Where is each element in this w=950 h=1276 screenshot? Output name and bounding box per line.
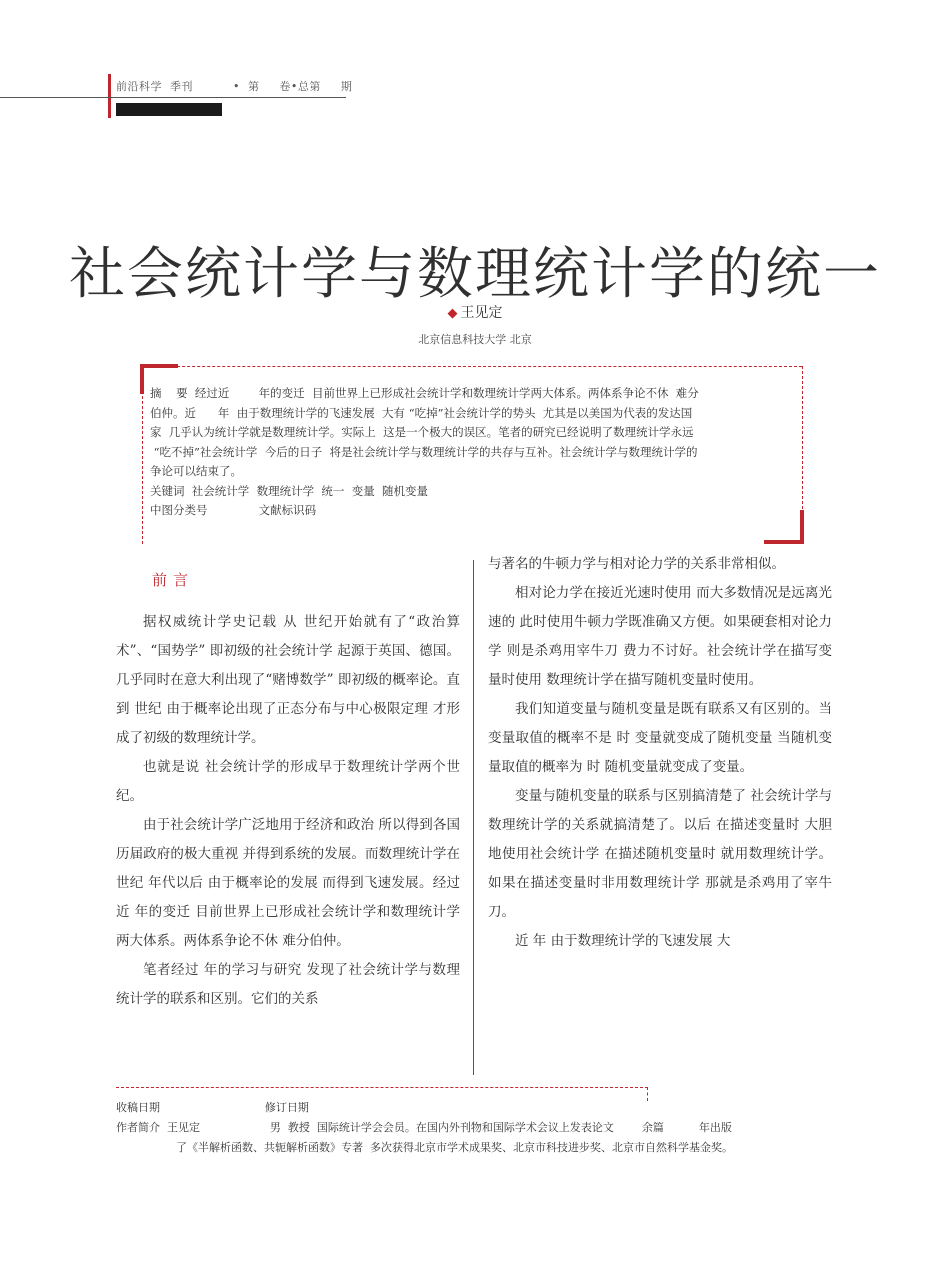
author-bio-continued: 了《半解析函数、共轭解析函数》专著 多次获得北京市学术成果奖、北京市科技进步奖、北京市自然科学基金奖。 — [176, 1141, 733, 1154]
left-column — [116, 608, 460, 1014]
abstract-line: “吃不掉”社会统计学 今后的日子 将是社会统计学与数理统计学的共存与互补。社会统计学与数理统计学的 — [150, 444, 698, 459]
classification: 中图分类号 文献标识码 — [150, 503, 317, 517]
paragraph: 据权威统计学史记载 从 世纪开始就有了“政治算术”、“国势学” 即初级的社会统计学 起源于英国、德国。几乎同时在意大利出现了“赌博数学” 即初级的概率论。直到 世纪 由于概率论出现了正态分布与中心极限定理 才形成了初级的数理统计学。 — [116, 614, 460, 746]
column-divider — [473, 560, 474, 1075]
abstract-line: 伯仲。近 年 由于数理统计学的飞速发展 大有 “吃掉”社会统计学的势头 尤其是以美国为代表的发达国 — [150, 405, 693, 420]
paragraph: 近 年 由于数理统计学的飞速发展 大 — [515, 933, 731, 949]
paragraph: 我们知道变量与随机变量是既有联系又有区别的。当变量取值的概率不是 时 变量就变成了随机变量 当随机变量取值的概率为 时 随机变量就变成了变量。 — [488, 701, 832, 775]
paragraph: 相对论力学在接近光速时使用 而大多数情况是远离光速的 此时使用牛顿力学既准确又方便。如果硬套相对论力学 则是杀鸡用宰牛刀 费力不讨好。社会统计学在描写变量时使用 数理统计学在描写随机变量时使用。 — [488, 585, 832, 688]
right-column — [488, 550, 832, 956]
abstract-line: 摘 要 经过近 年的变迁 目前世界上已形成社会统计学和数理统计学两大体系。两体系争论不休 难分 — [150, 386, 699, 400]
paragraph-continuation: 与著名的牛顿力学与相对论力学的关系非常相似。 — [488, 556, 785, 572]
footnote-rule — [116, 1087, 648, 1088]
journal-header: 前沿科学 季刊 • 第 卷•总第 期 — [116, 80, 353, 93]
affiliation: 北京信息科技大学 北京 — [418, 333, 532, 346]
paragraph: 变量与随机变量的联系与区别搞清楚了 社会统计学与数理统计学的关系就搞清楚了。以后 在描述变量时 大胆地使用社会统计学 在描述随机变量时 就用数理统计学。如果在描述变量时非用数理统计学 那就是杀鸡用了宰牛刀。 — [488, 788, 832, 920]
abstract-corner-bottom-right — [764, 540, 804, 544]
abstract-frame-top — [142, 366, 802, 367]
paragraph: 也就是说 社会统计学的形成早于数理统计学两个世纪。 — [116, 759, 460, 804]
header-accent-bar — [108, 74, 111, 118]
header-rule — [0, 97, 346, 98]
paragraph: 笔者经过 年的学习与研究 发现了社会统计学与数理统计学的联系和区别。它们的关系 — [116, 962, 460, 1007]
section-heading: 前言 — [152, 571, 195, 589]
abstract-corner-top-left — [140, 364, 178, 368]
abstract-corner-top-left-vertical — [140, 364, 144, 394]
footnote — [116, 1098, 846, 1158]
abstract — [150, 384, 795, 521]
abstract-line: 家 几乎认为统计学就是数理统计学。实际上 这是一个极大的误区。笔者的研究已经说明了数理统计学永远 — [150, 425, 694, 439]
header-black-block — [116, 103, 222, 116]
keywords: 关键词 社会统计学 数理统计学 统一 变量 随机变量 — [150, 483, 429, 498]
diamond-icon: ◆ — [447, 306, 458, 321]
author-bio: 作者简介 王见定 男 教授 国际统计学会会员。在国内外刊物和国际学术会议上发表论文 余篇 年出版 — [116, 1121, 732, 1134]
author-line — [0, 302, 950, 322]
paragraph: 由于社会统计学广泛地用于经济和政治 所以得到各国历届政府的极大重视 并得到系统的发展。而数理统计学在 世纪 年代以后 由于概率论的发展 而得到飞速发展。经过近 年的变迁 目前世界上已形成社会统计学和数理统计学两大体系。两体系争论不休 难分伯仲。 — [116, 817, 460, 949]
abstract-corner-bottom-right-vertical — [800, 510, 804, 544]
received-dates: 收稿日期 修订日期 — [116, 1101, 309, 1114]
abstract-line: 争论可以结束了。 — [150, 464, 242, 478]
article-title: 社会统计学与数理统计学的统一 — [69, 242, 881, 307]
author-name: 王见定 — [460, 305, 503, 321]
